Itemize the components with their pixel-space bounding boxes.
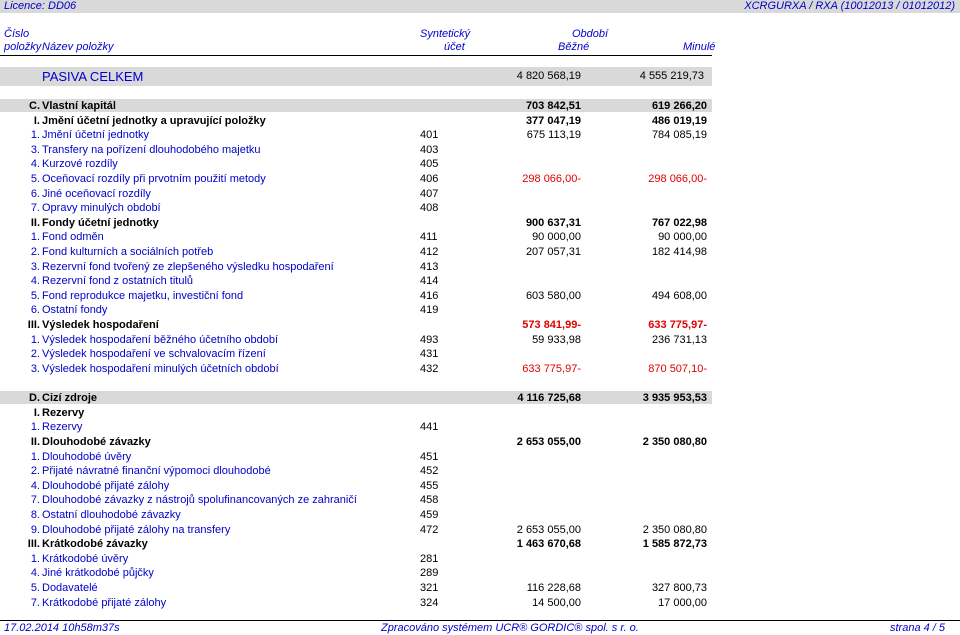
table-row — [0, 509, 712, 523]
table-row — [0, 173, 712, 187]
row-name: Výsledek hospodaření běžného účetního období — [42, 333, 279, 346]
row-number: 5. — [30, 289, 40, 302]
table-row — [0, 436, 712, 450]
table-row — [0, 524, 712, 538]
table-row — [0, 480, 712, 494]
row-name: Výsledek hospodaření minulých účetních období — [42, 362, 279, 375]
table-row — [0, 246, 712, 260]
row-previous: 327 800,73 — [651, 582, 707, 594]
row-current: 1 463 670,68 — [516, 538, 581, 551]
row-current: 207 057,31 — [525, 246, 581, 258]
row-previous: 2 350 080,80 — [642, 523, 707, 536]
row-name: Jmění účetní jednotky a upravující položky — [42, 114, 266, 127]
row-account: 412 — [420, 246, 439, 258]
top-bar — [0, 0, 960, 13]
row-previous: 90 000,00 — [658, 231, 707, 244]
row-account: 403 — [420, 143, 439, 156]
row-name: Fond kulturních a sociálních potřeb — [42, 246, 214, 258]
row-number: D. — [29, 392, 40, 405]
row-number: 1. — [30, 333, 40, 346]
footer-date: 17.02.2014 10h58m37s — [4, 622, 120, 634]
table-row — [0, 334, 712, 348]
row-name: Fond odměn — [42, 231, 104, 244]
row-account: 441 — [420, 421, 439, 434]
row-previous: 767 022,98 — [651, 216, 707, 229]
row-current: 675 113,19 — [526, 129, 581, 142]
row-number: 7. — [30, 596, 40, 609]
row-name: Cizí zdroje — [42, 392, 98, 405]
row-name: Transfery na pořízení dlouhodobého majetku — [42, 143, 261, 156]
row-name: Přijaté návratné finanční výpomoci dlouhodobé — [42, 465, 271, 478]
row-name: Dlouhodobé přijaté zálohy — [42, 479, 170, 492]
row-name: Jiné oceňovací rozdíly — [42, 187, 151, 200]
table-row — [0, 100, 712, 114]
header-nazev: Název položky — [42, 41, 114, 53]
table-row — [0, 319, 712, 333]
row-name: Krátkodobé úvěry — [42, 552, 129, 565]
row-number: 7. — [30, 494, 40, 507]
row-number: 4. — [30, 567, 40, 580]
row-current: 4 116 725,68 — [517, 392, 581, 405]
row-name: Dodavatelé — [42, 582, 98, 594]
row-number: 6. — [30, 187, 40, 200]
row-account: 458 — [420, 494, 439, 507]
row-account: 281 — [420, 552, 439, 565]
row-name: Fond reprodukce majetku, investiční fond — [42, 289, 244, 302]
row-name: Ostatní dlouhodobé závazky — [42, 509, 181, 521]
row-number: 3. — [30, 143, 40, 156]
row-current: 377 047,19 — [525, 114, 581, 127]
row-current: 2 653 055,00 — [516, 436, 581, 448]
row-account: 289 — [420, 567, 439, 580]
row-account: 407 — [420, 187, 439, 200]
row-number: 5. — [30, 173, 40, 185]
row-account: 321 — [420, 582, 439, 594]
header-obdobi: Období — [572, 28, 609, 40]
row-number: 7. — [30, 202, 40, 215]
header-synteticky: Syntetický — [420, 28, 471, 40]
row-name: Jiné krátkodobé půjčky — [42, 567, 154, 580]
row-number: 2. — [30, 348, 40, 361]
row-name: Dlouhodobé úvěry — [42, 450, 132, 463]
row-current: 573 841,99- — [522, 319, 581, 331]
row-number: I. — [33, 406, 40, 419]
row-current: 633 775,97- — [522, 362, 581, 375]
row-current: 90 000,00 — [532, 231, 581, 244]
row-previous: 298 066,00- — [648, 173, 707, 185]
row-name: Výsledek hospodaření — [42, 319, 159, 331]
total-current: 4 820 568,19 — [516, 70, 581, 82]
row-name: Rezervy — [42, 406, 85, 419]
header-polozky: položky — [4, 41, 42, 53]
row-name: Oceňovací rozdíly při prvotním použití metody — [42, 173, 266, 185]
row-name: Krátkodobé závazky — [42, 538, 148, 551]
row-name: Vlastní kapitál — [42, 100, 116, 112]
footer-system: Zpracováno systémem UCR® GORDIC® spol. s r. o. — [381, 622, 639, 634]
row-current: 900 637,31 — [525, 216, 581, 229]
row-number: 2. — [30, 246, 40, 258]
row-previous: 3 935 953,53 — [642, 392, 707, 405]
row-number: 3. — [30, 362, 40, 375]
row-current: 603 580,00 — [525, 289, 581, 302]
row-number: 6. — [30, 304, 40, 317]
header-minule: Minulé — [683, 41, 716, 53]
table-row — [0, 567, 712, 581]
table-row — [0, 115, 712, 129]
row-number: 8. — [30, 509, 40, 521]
row-current: 14 500,00 — [532, 596, 581, 609]
footer-divider — [0, 620, 960, 621]
row-account: 432 — [420, 362, 439, 375]
row-name: Kurzové rozdíly — [42, 158, 118, 171]
row-account: 493 — [420, 333, 439, 346]
row-previous: 870 507,10- — [648, 362, 707, 375]
header-cislo: Číslo — [4, 28, 30, 40]
row-number: 2. — [30, 465, 40, 478]
table-row — [0, 465, 712, 479]
footer-page: strana 4 / 5 — [890, 622, 946, 634]
table-row — [0, 348, 712, 362]
row-name: Opravy minulých období — [42, 202, 161, 215]
table-row — [0, 129, 712, 143]
row-number: 1. — [30, 129, 40, 142]
row-name: Rezervní fond tvořený ze zlepšeného výsledku hospodaření — [42, 260, 334, 273]
row-previous: 236 731,13 — [651, 333, 707, 346]
row-account: 413 — [420, 260, 439, 273]
row-previous: 1 585 872,73 — [642, 538, 707, 551]
row-previous: 784 085,19 — [651, 129, 707, 142]
row-current: 2 653 055,00 — [516, 523, 581, 536]
table-row — [0, 290, 712, 304]
row-account: 419 — [420, 304, 439, 317]
row-account: 459 — [420, 509, 439, 521]
table-row — [0, 231, 712, 245]
row-name: Jmění účetní jednotky — [42, 129, 150, 142]
total-previous: 4 555 219,73 — [639, 70, 704, 82]
row-number: 1. — [30, 421, 40, 434]
row-number: 1. — [30, 450, 40, 463]
row-account: 401 — [420, 129, 439, 142]
row-account: 406 — [420, 173, 439, 185]
row-previous: 17 000,00 — [658, 596, 707, 609]
table-row — [0, 407, 712, 421]
row-number: III. — [27, 538, 40, 551]
table-row — [0, 304, 712, 318]
table-row — [0, 553, 712, 567]
table-row — [0, 275, 712, 289]
table-row — [0, 538, 712, 552]
row-current: 59 933,98 — [532, 333, 581, 346]
table-row — [0, 188, 712, 202]
row-number: 1. — [30, 552, 40, 565]
row-previous: 486 019,19 — [651, 114, 707, 127]
table-row — [0, 217, 712, 231]
header-bezne: Běžné — [558, 41, 590, 53]
row-account: 324 — [420, 596, 439, 609]
row-account: 405 — [420, 158, 439, 171]
row-number: III. — [27, 319, 40, 331]
row-account: 472 — [420, 523, 439, 536]
license-text: Licence: DD06 — [4, 0, 77, 12]
table-row — [0, 363, 712, 377]
table-row — [0, 582, 712, 596]
table-row — [0, 597, 712, 611]
row-name: Rezervní fond z ostatních titulů — [42, 275, 194, 288]
row-account: 451 — [420, 450, 439, 463]
table-row — [0, 421, 712, 435]
row-previous: 494 608,00 — [651, 289, 707, 302]
row-name: Rezervy — [42, 421, 83, 434]
row-name: Ostatní fondy — [42, 304, 108, 317]
table-row — [0, 158, 712, 172]
row-account: 431 — [420, 348, 439, 361]
row-number: 1. — [30, 231, 40, 244]
header-ucet: účet — [444, 41, 465, 53]
row-account: 452 — [420, 465, 439, 478]
row-name: Krátkodobé přijaté zálohy — [42, 596, 167, 609]
row-number: 4. — [30, 275, 40, 288]
table-row — [0, 202, 712, 216]
row-current: 703 842,51 — [525, 100, 581, 112]
row-current: 298 066,00- — [522, 173, 581, 185]
row-name: Dlouhodobé závazky z nástrojů spolufinancovaných ze zahraničí — [42, 494, 357, 507]
report-code: XCRGURXA / RXA (10012013 / 01012012) — [744, 0, 955, 12]
total-label: PASIVA CELKEM — [42, 69, 144, 84]
row-name: Dlouhodobé přijaté zálohy na transfery — [42, 523, 231, 536]
row-number: 4. — [30, 158, 40, 171]
row-number: II. — [30, 216, 40, 229]
row-number: 5. — [30, 582, 40, 594]
table-row — [0, 144, 712, 158]
row-account: 416 — [420, 289, 439, 302]
table-row — [0, 494, 712, 508]
table-row — [0, 392, 712, 406]
row-previous: 182 414,98 — [651, 246, 707, 258]
row-number: 3. — [30, 260, 40, 273]
table-row — [0, 451, 712, 465]
row-number: II. — [30, 436, 40, 448]
row-current: 116 228,68 — [526, 582, 581, 594]
row-account: 414 — [420, 275, 439, 288]
table-row — [0, 261, 712, 275]
row-number: C. — [29, 100, 40, 112]
row-name: Fondy účetní jednotky — [42, 216, 159, 229]
row-name: Dlouhodobé závazky — [42, 436, 151, 448]
header-divider — [0, 55, 712, 56]
row-account: 408 — [420, 202, 439, 215]
row-account: 455 — [420, 479, 439, 492]
row-number: 9. — [30, 523, 40, 536]
row-previous: 633 775,97- — [648, 319, 707, 331]
row-name: Výsledek hospodaření ve schvalovacím řízení — [42, 348, 266, 361]
row-account: 411 — [420, 231, 438, 244]
row-previous: 619 266,20 — [651, 100, 707, 112]
row-previous: 2 350 080,80 — [642, 436, 707, 448]
row-number: I. — [33, 114, 40, 127]
row-number: 4. — [30, 479, 40, 492]
